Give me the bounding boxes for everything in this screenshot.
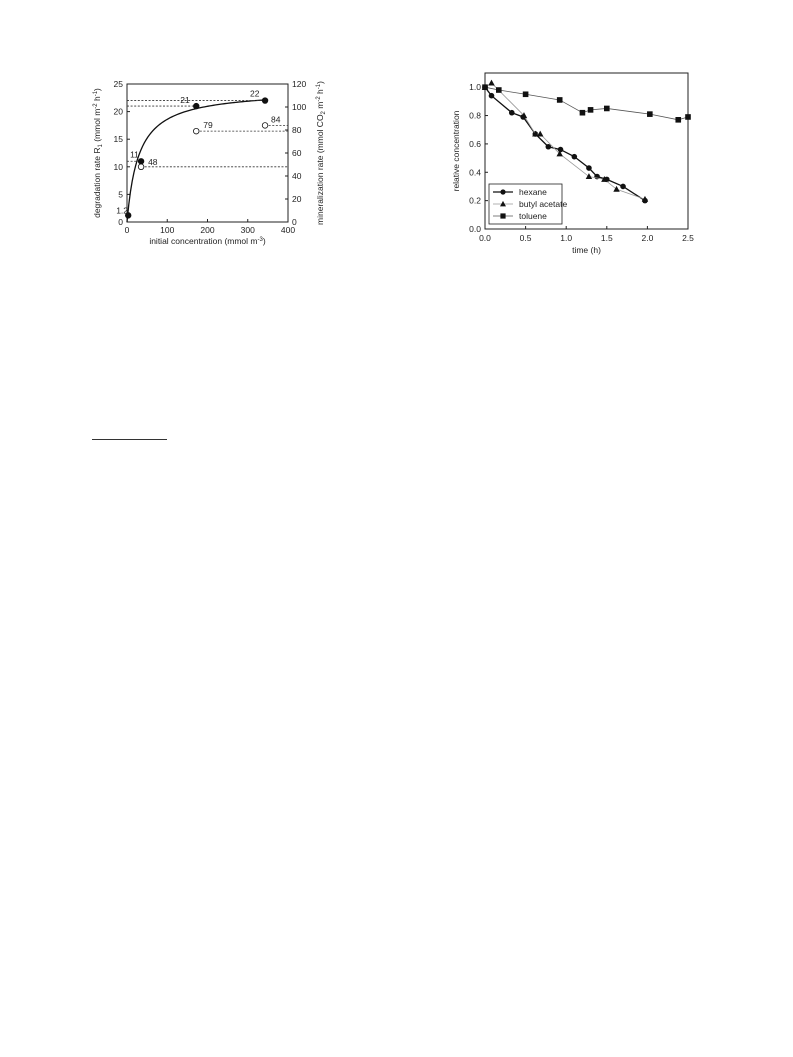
chart1-y-tick-label: 25 <box>113 79 123 89</box>
chart2-point-hexane <box>509 110 515 116</box>
chart2-point-butyl-acetate <box>613 186 619 192</box>
chart1-y2-tick-label: 120 <box>292 79 307 89</box>
chart2-point-toluene <box>647 111 653 117</box>
chart1-y-tick-label: 15 <box>113 134 123 145</box>
chart1-y-tick-label: 20 <box>113 106 123 117</box>
chart2-legend-label-butyl-acetate: butyl acetate <box>519 199 568 209</box>
chart2-point-toluene <box>557 97 563 103</box>
chart1-y-tick-label: 5 <box>118 189 123 200</box>
chart2-point-toluene <box>675 117 681 123</box>
chart2-point-toluene <box>588 107 594 113</box>
chart1-frame <box>127 84 288 222</box>
chart2-x-tick-label: 0.5 <box>519 233 532 243</box>
chart1-y2-tick-label: 60 <box>292 148 302 158</box>
chart2-series-line-toluene <box>485 87 688 120</box>
chart1-y2-axis-label: mineralization rate (mmol $CO_2$ $m^{-2}$ $h^{-1}$) <box>315 81 327 225</box>
chart2-x-axis-label: time (h) <box>572 245 601 255</box>
chart1-point-mineralization <box>262 123 268 129</box>
footnote-separator <box>92 439 167 440</box>
chart2-point-toluene <box>580 110 586 116</box>
chart2-point-toluene <box>482 84 488 90</box>
chart1-point-label: 11 <box>130 149 139 160</box>
chart1-y2-tick-label: 100 <box>292 102 307 112</box>
chart2-point-toluene <box>496 87 502 93</box>
chart1-x-axis-label: initial concentration (mmol $m^{-3}$) <box>149 236 266 246</box>
chart1-x-tick-label: 400 <box>280 225 296 235</box>
chart1-y-tick-label: 0 <box>118 217 123 227</box>
chart1-point-degradation <box>138 158 144 164</box>
chart2-legend-label-toluene: toluene <box>519 211 547 221</box>
chart2-legend-marker-toluene <box>500 213 505 218</box>
chart2-point-hexane <box>489 93 495 99</box>
chart1-point-label: 22 <box>250 88 260 99</box>
chart1-y-tick-label: 10 <box>113 161 123 172</box>
chart2-point-toluene <box>604 106 610 112</box>
chart1-point-degradation <box>262 98 268 104</box>
chart1-y-axis-label: degradation rate $R_1$ (mmol $m^{-2}$ $h^{-1}$) <box>92 88 104 218</box>
chart1-point-mineralization <box>193 128 199 134</box>
chart2-point-hexane <box>558 147 564 153</box>
chart2-x-tick-label: 1.0 <box>560 233 573 243</box>
chart2-point-hexane <box>572 154 578 160</box>
chart2-y-tick-label: 0.6 <box>469 138 481 149</box>
chart2-point-toluene <box>685 114 691 120</box>
chart1-x-tick-label: 300 <box>240 225 255 235</box>
chart2-legend-label-hexane: hexane <box>519 187 547 197</box>
chart2-x-tick-label: 2.5 <box>682 233 694 243</box>
chart2-legend-marker-hexane <box>500 189 505 194</box>
chart1-x-tick-label: 0 <box>124 225 130 235</box>
chart1-x-tick-label: 200 <box>200 225 215 235</box>
chart2-point-hexane <box>620 184 626 190</box>
chart1-y2-tick-label: 20 <box>292 194 302 204</box>
chart1-point-label: 21 <box>180 95 190 106</box>
chart2-point-hexane <box>586 165 592 171</box>
chart2-x-tick-label: 1.5 <box>600 233 613 243</box>
chart1-point-label: 79 <box>203 120 213 131</box>
chart2-y-tick-label: 0.4 <box>469 167 481 178</box>
chart2-y-tick-label: 1.0 <box>469 82 481 93</box>
chart1-point-label: 84 <box>271 114 281 125</box>
chart2-y-axis-label: relative concentration <box>451 110 461 192</box>
chart2-y-tick-label: 0.0 <box>469 224 481 234</box>
chart2-y-tick-label: 0.2 <box>469 195 481 206</box>
chart2-point-toluene <box>523 91 529 97</box>
chart2-point-butyl-acetate <box>488 80 494 86</box>
chart1-x-tick-label: 100 <box>160 225 175 235</box>
chart1-y2-tick-label: 40 <box>292 171 302 181</box>
chart2-point-butyl-acetate <box>586 173 592 179</box>
chart2-x-tick-label: 2.0 <box>641 233 654 243</box>
chart1-point-mineralization <box>138 164 144 170</box>
chart2-series-line-butyl-acetate <box>485 83 645 199</box>
chart1-point-degradation <box>193 103 199 109</box>
chart1-point-label: 48 <box>148 156 158 167</box>
chart1-point-label: 1.2 <box>116 205 129 216</box>
chart1-y2-tick-label: 80 <box>292 125 302 135</box>
chart1-y2-tick-label: 0 <box>292 217 297 227</box>
chart2-x-tick-label: 0.0 <box>479 233 491 243</box>
chart2-y-tick-label: 0.8 <box>469 110 481 121</box>
